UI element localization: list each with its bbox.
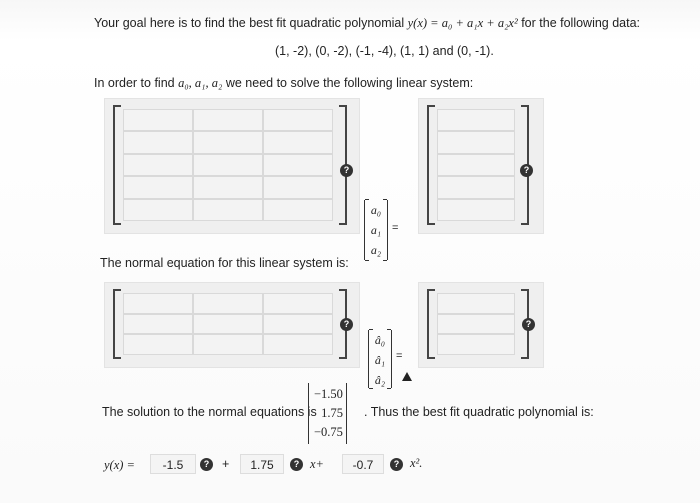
vector-cell[interactable] (437, 154, 515, 176)
vector-left-bracket (427, 289, 435, 359)
plus-sign: + (222, 457, 230, 471)
matrix-cell[interactable] (123, 109, 193, 131)
a1-input[interactable]: 1.75 (240, 454, 284, 474)
matrix-left-bracket (113, 289, 121, 359)
vector-cell[interactable] (437, 334, 515, 355)
mouse-cursor-icon (402, 372, 412, 381)
matrix-cell[interactable] (263, 199, 333, 221)
polynomial-formula: y(x) = a₀ + a₁x + a₂x² (407, 16, 518, 30)
matrix-cell[interactable] (193, 176, 263, 198)
normal-equation-heading: The normal equation for this linear system is: (100, 256, 349, 270)
matrix-cell[interactable] (193, 314, 263, 335)
answer-lhs: y(x) = (104, 458, 135, 472)
normal-vector-grid (437, 293, 515, 355)
data-points: (1, -2), (0, -2), (-1, -4), (1, 1) and (0, -1). (275, 44, 494, 58)
estimate-vector: â₀ â₁ â₂ (368, 330, 392, 388)
help-icon[interactable]: ? (390, 458, 403, 471)
matrix-cell[interactable] (193, 154, 263, 176)
matrix-cell[interactable] (263, 334, 333, 355)
matrix-cell[interactable] (123, 334, 193, 355)
matrix-cell[interactable] (193, 199, 263, 221)
x-plus-term: x+ (310, 457, 324, 471)
matrix-cell[interactable] (123, 314, 193, 335)
vector-cell[interactable] (437, 293, 515, 314)
matrix-cell[interactable] (193, 293, 263, 314)
equals-sign: = (392, 222, 399, 234)
matrix-cell[interactable] (193, 109, 263, 131)
matrix-cell[interactable] (263, 314, 333, 335)
vector-cell[interactable] (437, 314, 515, 335)
system-vector-grid (437, 109, 515, 221)
solution-vector: −1.50 1.75 −0.75 (308, 383, 347, 444)
matrix-cell[interactable] (193, 131, 263, 153)
unknown-vector: a₀ a₁ a₂ (364, 200, 388, 260)
matrix-cell[interactable] (263, 109, 333, 131)
equals-sign: = (396, 350, 403, 362)
matrix-cell[interactable] (123, 154, 193, 176)
matrix-cell[interactable] (263, 293, 333, 314)
matrix-cell[interactable] (263, 154, 333, 176)
system-matrix-grid (123, 109, 333, 221)
solution-suffix: . Thus the best fit quadratic polynomial is: (364, 405, 594, 419)
x-squared-term: x². (410, 456, 423, 470)
intro-line-1: Your goal here is to find the best fit quadratic polynomial y(x) = a₀ + a₁x + a₂x² for the following data: (94, 16, 641, 30)
system-matrix-input[interactable] (104, 98, 360, 234)
help-icon[interactable]: ? (340, 164, 353, 177)
matrix-cell[interactable] (123, 293, 193, 314)
intro-line-3: In order to find a₀, a₁, a₂ we need to solve the following linear system: (94, 76, 474, 90)
matrix-cell[interactable] (263, 131, 333, 153)
vector-left-bracket (427, 105, 435, 225)
help-icon[interactable]: ? (520, 164, 533, 177)
matrix-cell[interactable] (123, 176, 193, 198)
help-icon[interactable]: ? (340, 318, 353, 331)
matrix-left-bracket (113, 105, 121, 225)
help-icon[interactable]: ? (522, 318, 535, 331)
matrix-cell[interactable] (123, 131, 193, 153)
a0-input[interactable]: -1.5 (150, 454, 196, 474)
normal-matrix-grid (123, 293, 333, 355)
a2-input[interactable]: -0.7 (342, 454, 384, 474)
matrix-cell[interactable] (263, 176, 333, 198)
matrix-cell[interactable] (123, 199, 193, 221)
normal-matrix-input[interactable] (104, 282, 360, 368)
help-icon[interactable]: ? (200, 458, 213, 471)
help-icon[interactable]: ? (290, 458, 303, 471)
vector-cell[interactable] (437, 109, 515, 131)
vector-cell[interactable] (437, 199, 515, 221)
vector-cell[interactable] (437, 131, 515, 153)
matrix-cell[interactable] (193, 334, 263, 355)
solution-prefix: The solution to the normal equations is (102, 405, 317, 419)
vector-cell[interactable] (437, 176, 515, 198)
